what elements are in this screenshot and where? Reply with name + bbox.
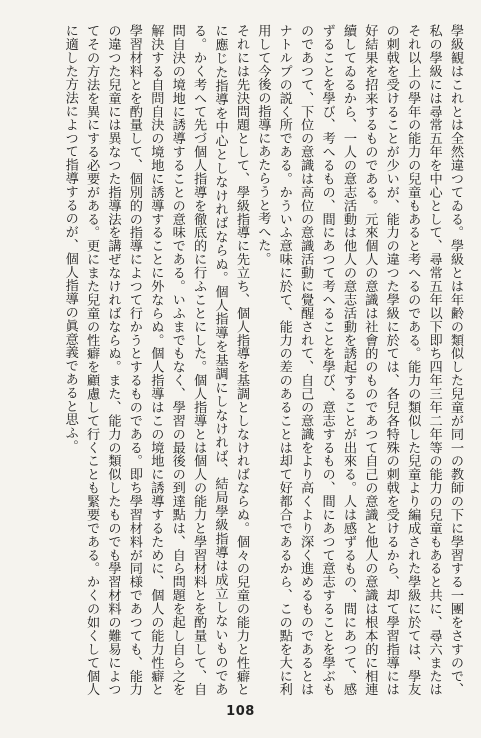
body-text: [14, 24, 466, 696]
page-number: 108: [226, 704, 255, 719]
paragraph-2: それには先決問題として、學級指導に先立ち、個人指導を基調としなければならぬ。個々の兒童の能力と性癖とに應じた指導を中心としなければならぬ。個人指導を基調にしなければ、結局學級指導は成立しないものである。かく考へて先づ個人指導を徹底的に行ふことにした。個人指導とは個人の能力と學習材料とを酌量して、自問自決の境地に誘導することの意味である。いふまでもなく、學習の最後の到達點は、自ら問題を起し自ら之を解決する自問自決の境地に誘導することに外ならぬ。個人指導はこの境地に誘導するために、個人の能力性癖と學習材料とを酌量して、個別的の指導によつて行かうとするものである。即ち學習材料が同様であつても、能力の違つた兒童には異なつた指導法を講ぜなければならぬ。また、能力の類似したものでも學習材料の難易によつてその方法を異にする必要がある。更にまた兒童の性癖を顧慮して行くことも緊要である。かくの如くして個人に適した方法によつて指導するのが、個人指導の眞意義であると思ふ。: [62, 24, 249, 696]
paragraph-1: 學級観はこれとは全然違つてゐる。學級とは年齢の類似した兒童が同一の教師の下に學習する一團をさすので、私の學級には尋常五年を中心として、尋常五年以下即ち四年三年二年等の能力の兒童もあると共に、尋六またはそれ以上の學年の能力の兒童もあると考へるのである。能力の類似した兒童より編成された學級に於ては、學友の刺戟を受けることが少いが、能力の違つた學級に於ては、各兒各特殊の刺戟を受けるから、却て學習指導には好結果を招来するものである。元來個人の意識は社會的のものであつて自己の意識と他人の意識は根本的に相連續してゐるから、一人の意志活動は他人の意志活動を誘起することが出來る。人は感ずるもの、間にあつて、感ずることを學び、考へるもの、間にあつて考へることを學び、意志するもの、間にあつて意志することを學ぶものであつて、下位の意識は高位の意識活動に覺醒されて、自己の意識をより高くより深く進めるものであるとはナトルプの説く所である。かういふ意味に於て、能力の差のあることは却て好都合であるから、この點を大に利用して今後の指導にあたらうと考へた。: [255, 24, 463, 696]
